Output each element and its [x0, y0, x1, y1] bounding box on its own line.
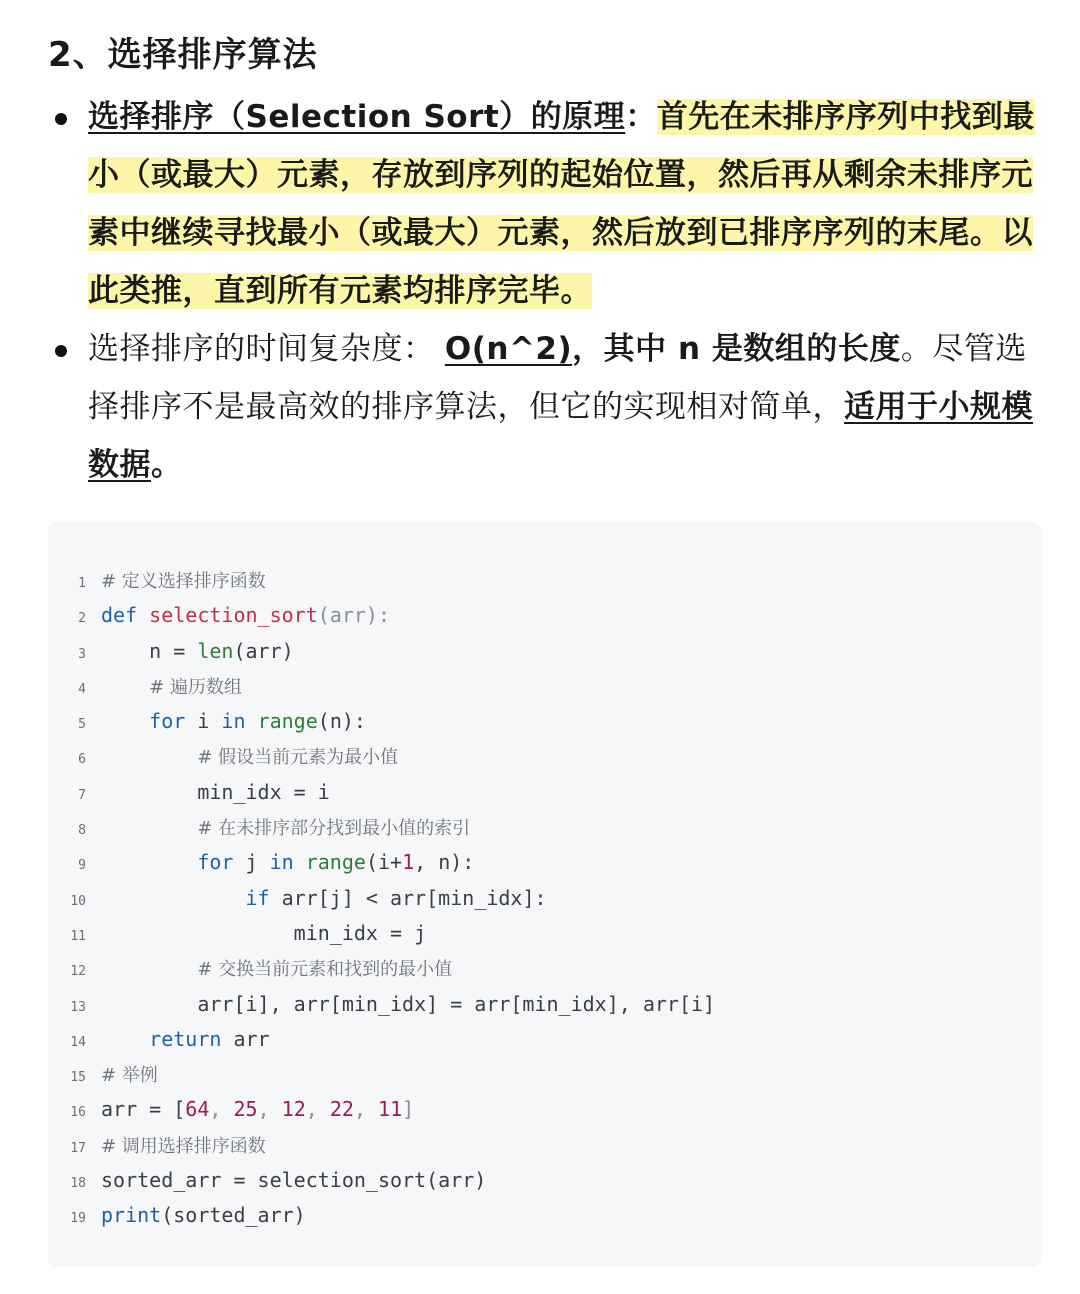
code-token: , n):	[414, 850, 475, 875]
code-number: 11	[378, 1097, 403, 1122]
complexity-mid: ，其中 n 是数组的长度	[572, 331, 901, 367]
line-number: 17	[70, 1140, 86, 1156]
line-number: 14	[70, 1034, 86, 1050]
code-line	[48, 1092, 715, 1127]
code-token: ,	[209, 1097, 234, 1122]
code-comment: # 假设当前元素为最小值	[197, 747, 399, 769]
code-line	[48, 951, 715, 986]
code-keyword: if	[245, 885, 270, 910]
code-builtin: range	[305, 850, 366, 875]
code-line	[48, 563, 715, 598]
line-number: 7	[78, 787, 86, 803]
code-token: (sorted_arr)	[161, 1203, 306, 1228]
code-number: 12	[281, 1097, 306, 1122]
code-token: sorted_arr = selection_sort(arr)	[101, 1168, 487, 1193]
complexity-rest: 。尽管选择排序不是最高效的排序算法，但它的实现相对简单，	[88, 331, 1027, 425]
code-line	[48, 810, 715, 845]
line-number: 6	[78, 752, 86, 768]
code-line	[48, 1022, 715, 1057]
code-line	[48, 916, 715, 951]
bullet-dot-icon	[55, 113, 67, 125]
line-number: 10	[70, 893, 86, 909]
code-token: (arr)	[233, 638, 294, 663]
principle-colon: ：	[625, 99, 657, 135]
code-token: i	[185, 709, 222, 734]
code-comment: # 交换当前元素和找到的最小值	[197, 959, 453, 981]
code-line	[48, 1163, 715, 1198]
code-line	[48, 634, 715, 669]
code-line	[48, 704, 715, 739]
code-token: j	[233, 850, 270, 875]
code-number: 64	[185, 1097, 210, 1122]
code-number: 22	[329, 1097, 354, 1122]
code-line	[48, 987, 715, 1022]
code-line	[48, 1198, 715, 1233]
code-token: (i+	[365, 850, 403, 875]
list-item-principle	[0, 88, 1080, 320]
list-item-complexity	[0, 320, 1080, 494]
code-keyword: return	[149, 1026, 222, 1051]
complexity-end: 。	[151, 447, 183, 483]
code-token: ]	[402, 1097, 415, 1122]
line-number: 9	[78, 858, 86, 874]
complexity-value: O(n^2)	[444, 331, 573, 367]
code-line	[48, 598, 715, 633]
code-token: arr	[221, 1026, 270, 1051]
code-comment: # 调用选择排序函数	[101, 1135, 266, 1157]
code-block	[48, 522, 1041, 1267]
complexity-emphasis: 适用于小规模数据	[88, 389, 1033, 483]
line-number: 11	[70, 928, 86, 944]
code-function-name: selection_sort	[149, 603, 318, 628]
code-keyword: in	[269, 850, 294, 875]
principle-term: 选择排序（Selection Sort）的原理	[88, 99, 626, 135]
code-comment: # 举例	[101, 1065, 158, 1087]
code-line	[48, 845, 715, 880]
code-number: 25	[233, 1097, 258, 1122]
code-builtin: range	[257, 709, 318, 734]
code-lines	[48, 563, 715, 1234]
code-token: ,	[353, 1097, 379, 1122]
line-number: 12	[70, 964, 86, 980]
code-line	[48, 881, 715, 916]
code-token: n =	[149, 638, 198, 663]
code-line	[48, 775, 715, 810]
complexity-prefix: 选择排序的时间复杂度：	[88, 331, 435, 367]
line-number: 1	[78, 576, 86, 591]
code-token: arr = [	[101, 1097, 186, 1122]
code-token: min_idx = j	[293, 920, 427, 945]
code-line	[48, 669, 715, 704]
code-number: 1	[402, 850, 415, 875]
code-token: ,	[305, 1097, 330, 1122]
line-number: 2	[78, 611, 86, 627]
line-number: 5	[78, 717, 86, 733]
line-number: 8	[78, 823, 86, 839]
code-comment: # 定义选择排序函数	[101, 571, 266, 592]
code-token: arr[i], arr[min_idx] = arr[min_idx], arr[i]	[197, 991, 716, 1016]
code-token: arr[j] < arr[min_idx]:	[269, 885, 547, 910]
line-number: 3	[78, 646, 86, 662]
code-token: (n):	[317, 709, 366, 734]
line-number: 15	[70, 1070, 86, 1086]
code-keyword: for	[149, 709, 186, 734]
code-comment: # 遍历数组	[149, 676, 242, 698]
line-number: 19	[70, 1211, 86, 1227]
code-builtin: print	[101, 1203, 162, 1228]
code-token: (arr):	[317, 603, 390, 628]
code-line	[48, 1128, 715, 1163]
principle-highlight: 首先在未排序序列中找到最小（或最大）元素，存放到序列的起始位置，然后再从剩余未排序元素中继续寻找最小（或最大）元素，然后放到已排序序列的末尾。以此类推，直到所有元素均排序完毕。	[88, 99, 1035, 309]
code-line	[48, 739, 715, 774]
code-keyword: def	[101, 603, 138, 628]
line-number: 4	[78, 681, 86, 697]
code-builtin: len	[197, 638, 234, 663]
line-number: 13	[70, 999, 86, 1015]
code-line	[48, 1057, 715, 1092]
bullet-dot-icon	[55, 345, 67, 357]
bullet-list	[0, 88, 1080, 494]
code-comment: # 在未排序部分找到最小值的索引	[197, 818, 471, 840]
line-number: 16	[70, 1105, 86, 1121]
section-heading: 2、选择排序算法	[48, 35, 318, 75]
code-keyword: for	[197, 850, 234, 875]
code-keyword: in	[221, 709, 246, 734]
code-token: min_idx = i	[197, 779, 330, 804]
code-token: ,	[257, 1097, 282, 1122]
line-number: 18	[70, 1176, 86, 1192]
